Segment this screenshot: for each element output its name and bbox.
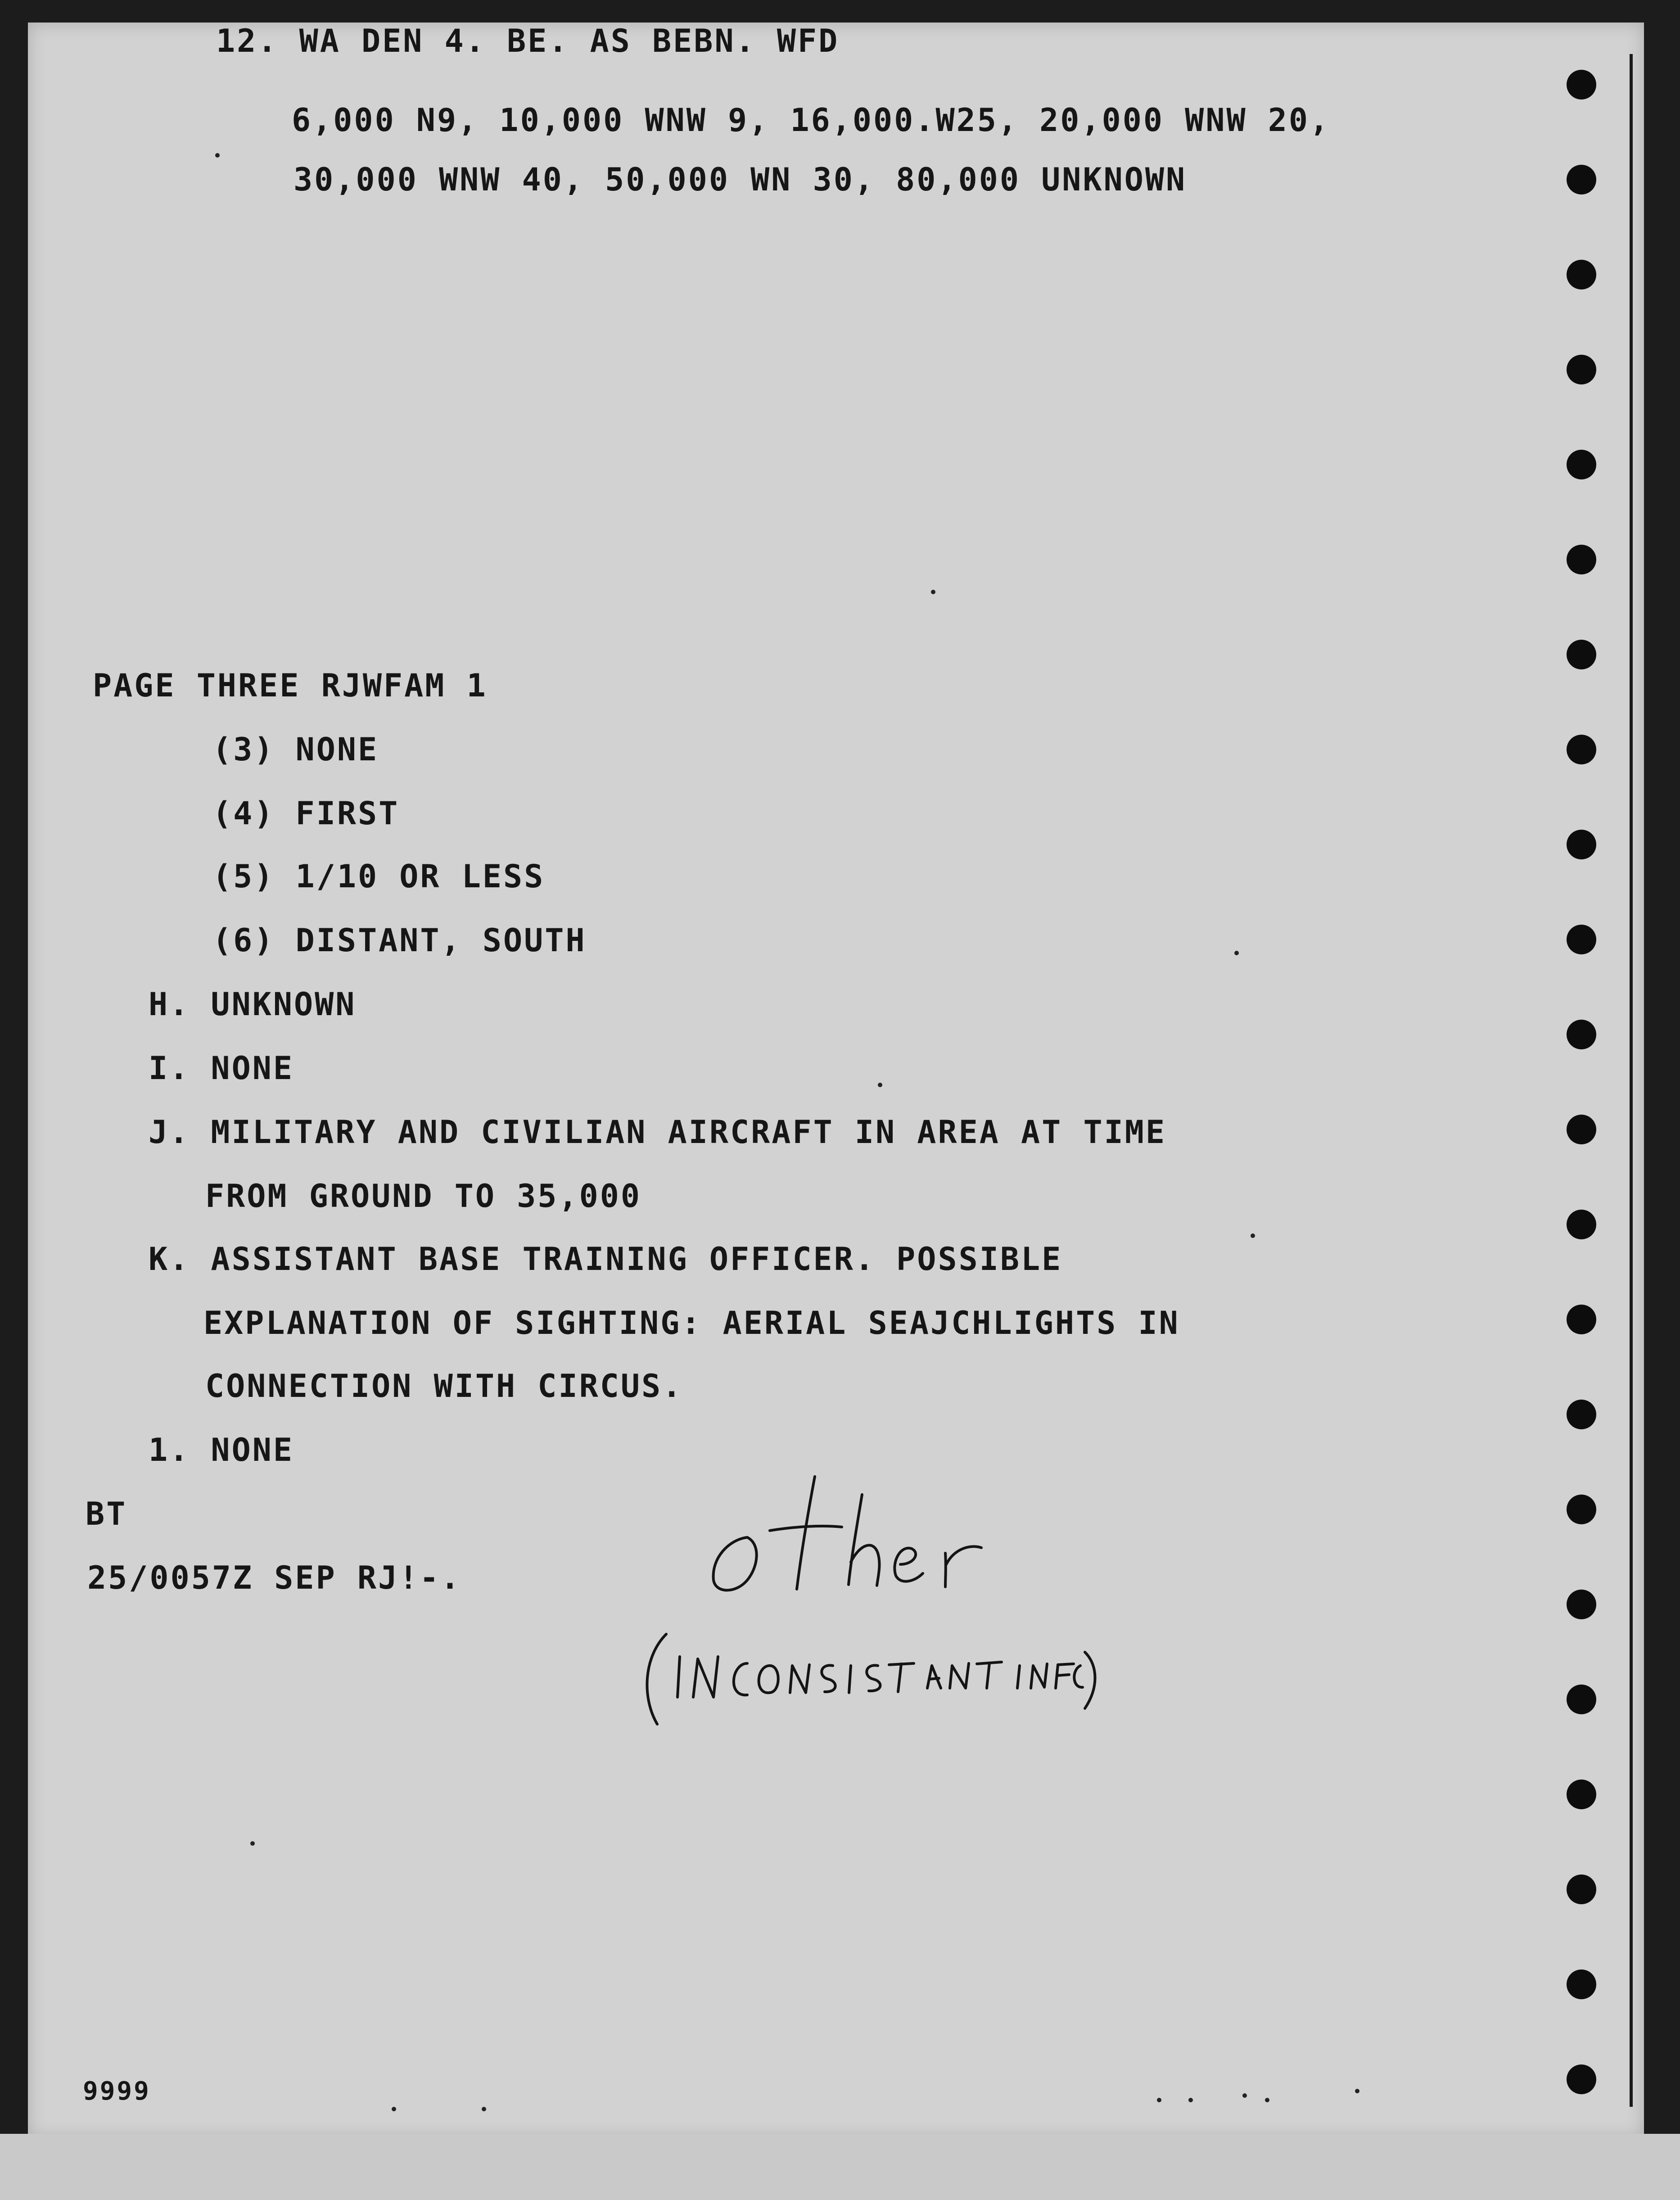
speck — [1188, 2098, 1193, 2102]
perforation-hole — [1567, 830, 1596, 859]
speck — [392, 2107, 396, 2111]
truncated-top-line-text: 12. WA DEN 4. BE. AS BEBN. WFD — [216, 23, 840, 59]
speck — [1265, 2098, 1269, 2102]
speck — [250, 1841, 255, 1846]
item-6: (6) DISTANT, SOUTH — [212, 922, 587, 959]
page-header: PAGE THREE RJWFAM 1 — [93, 667, 488, 704]
speck — [1157, 2098, 1161, 2102]
bottom-strip — [0, 2134, 1680, 2200]
perforation-hole — [1567, 545, 1596, 574]
perforation-hole — [1567, 1305, 1596, 1334]
item-4: (4) FIRST — [212, 795, 400, 832]
speck — [1251, 1233, 1255, 1238]
speck — [1355, 2089, 1359, 2093]
winds-line-2: 30,000 WNW 40, 50,000 WN 30, 80,000 UNKNOWN — [294, 161, 1187, 198]
winds-line-1: 6,000 N9, 10,000 WNW 9, 16,000.W25, 20,000 WNW 20, — [292, 102, 1331, 139]
perforation-rule — [1630, 54, 1633, 2107]
speck — [1242, 2093, 1247, 2098]
bt-marker: BT — [86, 1495, 127, 1532]
perforation-hole — [1567, 735, 1596, 764]
handwritten-inconsistent-info — [635, 1621, 1103, 1738]
section-h: H. UNKNOWN — [149, 986, 357, 1023]
speck — [482, 2107, 486, 2111]
bottom-marks: 9999 — [83, 2077, 151, 2106]
handwritten-other — [693, 1468, 1035, 1603]
perforation-hole — [1567, 165, 1596, 194]
section-k-line-2: EXPLANATION OF SIGHTING: AERIAL SEAJCHLIGHTS IN — [203, 1305, 1180, 1342]
perforation-hole — [1567, 2064, 1596, 2094]
section-j-line-1: J. MILITARY AND CIVILIAN AIRCRAFT IN AREA AT TIME — [149, 1114, 1167, 1151]
speck — [215, 153, 220, 158]
perforation-hole — [1567, 355, 1596, 384]
perforation-hole — [1567, 450, 1596, 479]
perforation-hole — [1567, 70, 1596, 99]
perforation-hole — [1567, 1780, 1596, 1809]
section-l: 1. NONE — [149, 1432, 294, 1468]
perforation-hole — [1567, 1495, 1596, 1524]
perforation-hole — [1567, 925, 1596, 954]
truncated-top-line — [216, 23, 840, 59]
item-5: (5) 1/10 OR LESS — [212, 858, 545, 895]
section-k-line-1: K. ASSISTANT BASE TRAINING OFFICER. POSSIBLE — [149, 1241, 1063, 1278]
perforation-hole — [1567, 1970, 1596, 1999]
perforation-hole — [1567, 1115, 1596, 1144]
speck — [878, 1083, 882, 1087]
speck — [931, 590, 935, 594]
perforation-hole — [1567, 1875, 1596, 1904]
perforation-hole — [1567, 640, 1596, 669]
perforation-hole — [1567, 1590, 1596, 1619]
perforation-hole — [1567, 1020, 1596, 1049]
perforation-hole — [1567, 1685, 1596, 1714]
item-3: (3) NONE — [212, 731, 379, 768]
section-i: I. NONE — [149, 1050, 294, 1087]
perforation-hole — [1567, 260, 1596, 289]
speck — [1234, 951, 1239, 955]
section-j-line-2: FROM GROUND TO 35,000 — [205, 1178, 642, 1215]
perforation-hole — [1567, 1400, 1596, 1429]
perforation-hole — [1567, 1210, 1596, 1239]
section-k-line-3: CONNECTION WITH CIRCUS. — [205, 1368, 683, 1405]
date-time-group: 25/0057Z SEP RJ!-. — [87, 1559, 461, 1596]
